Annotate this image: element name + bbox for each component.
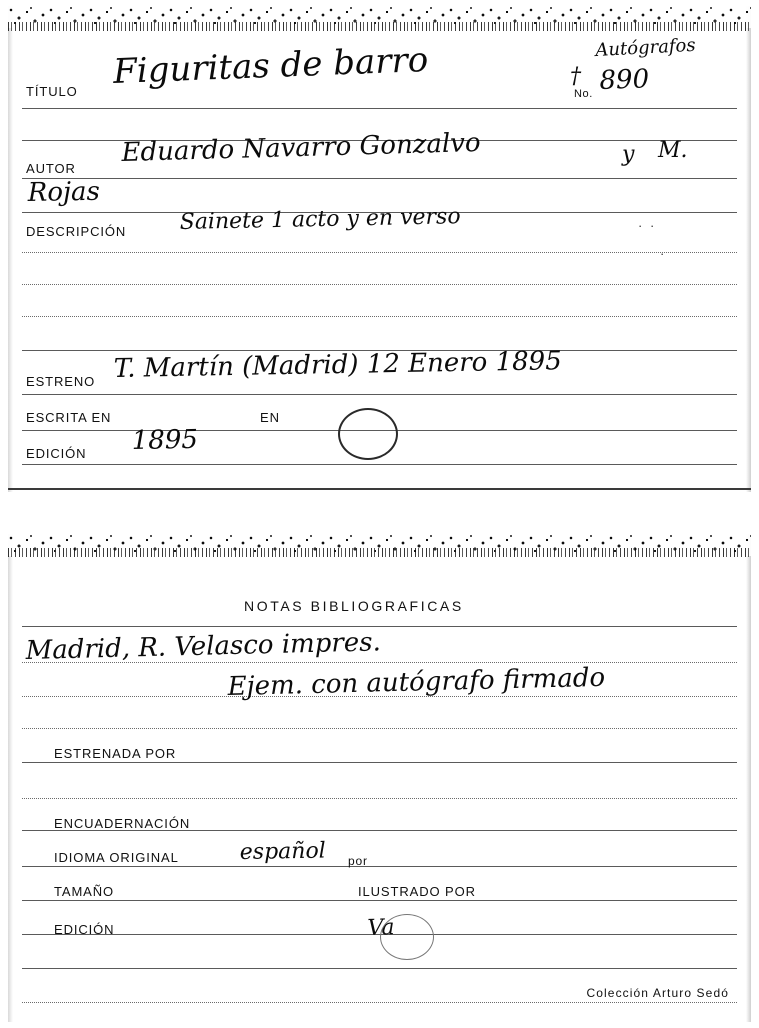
label-escrita-en: ESCRITA EN: [26, 410, 112, 425]
back-rule-6: [22, 798, 737, 799]
back-rule-8: [22, 866, 737, 867]
label-estrenada-por: ESTRENADA POR: [54, 746, 177, 761]
value-autor-line1-extra: M.: [658, 138, 688, 163]
label-descripcion: DESCRIPCIÓN: [26, 224, 127, 239]
heading-notas-bibliograficas: NOTAS BIBLIOGRAFICAS: [244, 598, 464, 614]
descripcion-ink-speck-2: ·: [660, 246, 667, 261]
front-rule-9: [22, 394, 737, 395]
back-rule-9: [22, 900, 737, 901]
front-rule-6: [22, 284, 737, 285]
descripcion-ink-specks: · ·: [638, 218, 657, 233]
value-corner-number: 890: [598, 64, 650, 96]
label-encuadernacion: ENCUADERNACIÓN: [54, 816, 191, 831]
scan-edge-right-back: [746, 534, 751, 1022]
value-note-line2: Ejem. con autógrafo firmado: [227, 662, 606, 702]
value-titulo: Figuritas de barro: [112, 39, 429, 92]
back-rule-11: [22, 968, 737, 969]
value-autor-line1: Eduardo Navarro Gonzalvo: [121, 127, 481, 168]
cross-mark-icon: †: [570, 64, 581, 89]
label-tamano: TAMAÑO: [54, 884, 115, 899]
value-descripcion: Sainete 1 acto y en verso: [179, 204, 461, 235]
card-back-top-noise-band: [8, 548, 751, 557]
label-edicion-back: EDICIÓN: [54, 922, 115, 937]
ink-circle-mark: [338, 408, 398, 460]
front-rule-5: [22, 252, 737, 253]
scan-edge-left: [8, 6, 13, 492]
scan-edge-left-back: [8, 534, 13, 1022]
label-edicion-front: EDICIÓN: [26, 446, 87, 461]
card-gap: [0, 492, 759, 534]
front-rule-7: [22, 316, 737, 317]
card-back: [8, 534, 751, 1022]
value-idioma-original: español: [239, 838, 326, 865]
ink-smudge-mark: [380, 914, 434, 960]
value-corner-note: Autógrafos: [594, 34, 697, 61]
front-rule-1: [22, 108, 737, 109]
value-edicion-front: 1895: [131, 424, 199, 456]
scan-edge-right: [746, 6, 751, 492]
value-edicion-back: Va: [367, 915, 395, 941]
value-note-line1: Madrid, R. Velasco impres.: [25, 627, 382, 666]
card-front-top-noise-band: [8, 22, 751, 31]
card-front: [8, 6, 751, 492]
label-ilustrado-por: ILUSTRADO POR: [358, 884, 476, 899]
label-estreno: ESTRENO: [26, 374, 96, 389]
label-titulo: TÍTULO: [26, 84, 78, 99]
label-idioma-original: IDIOMA ORIGINAL: [54, 850, 179, 865]
front-rule-11: [22, 464, 737, 465]
label-autor: AUTOR: [26, 161, 76, 176]
front-rule-3: [22, 178, 737, 179]
label-corner-number: No.: [574, 88, 593, 100]
back-rule-5: [22, 762, 737, 763]
value-autor-conjunction: y: [622, 142, 635, 167]
label-por: por: [348, 854, 368, 868]
back-rule-4: [22, 728, 737, 729]
value-estreno: T. Martín (Madrid) 12 Enero 1895: [113, 346, 562, 384]
back-rule-12: [22, 1002, 737, 1003]
front-bottom-border: [8, 488, 751, 490]
collection-note: Colección Arturo Sedó: [586, 986, 729, 1000]
value-autor-line2: Rojas: [27, 176, 101, 208]
label-en: EN: [260, 410, 280, 425]
